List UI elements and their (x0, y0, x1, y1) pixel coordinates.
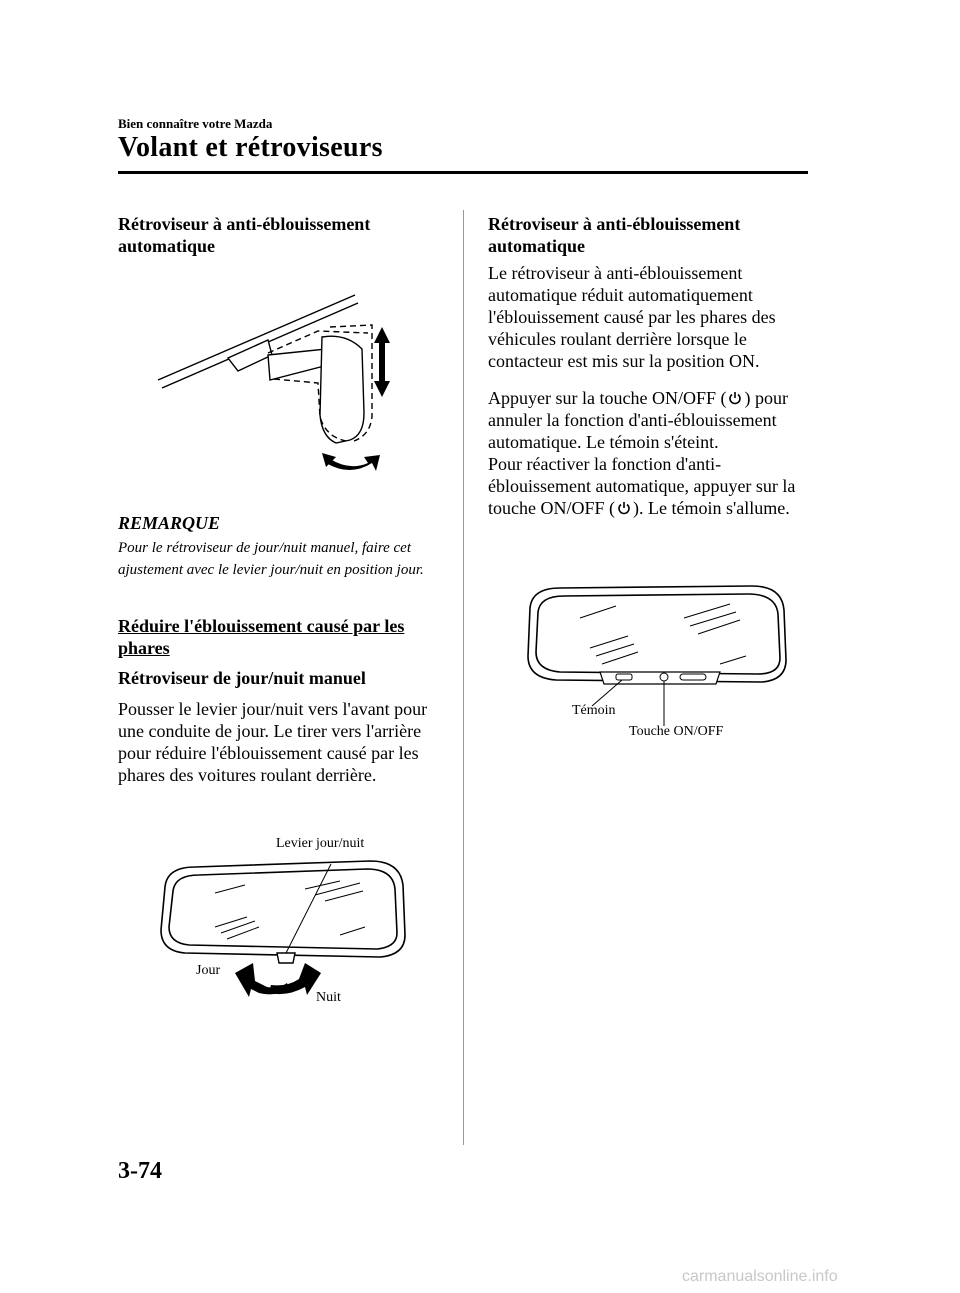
day-night-arrows (235, 963, 321, 997)
sensor-window (680, 674, 706, 680)
lever-label: Levier jour/nuit (276, 836, 365, 851)
on-off-instruction-2 (488, 453, 806, 519)
tilt-adjust-arrow (322, 453, 380, 471)
manual-mirror-illustration (155, 855, 410, 1005)
power-icon (617, 501, 631, 515)
instruction-2-text-end: ). Le témoin s'allume. (633, 498, 790, 518)
page-title: Volant et rétroviseurs (118, 132, 383, 163)
mirror-frame-inner (169, 869, 397, 949)
watermark: carmanualsonline.info (682, 1268, 838, 1285)
header-rule (118, 171, 808, 174)
day-night-lever (277, 953, 295, 963)
note-text: Pour le rétroviseur de jour/nuit manuel, faire cet ajustement avec le levier jour/nuit en position jour. (118, 540, 424, 578)
auto-dimming-mirror-illustration (520, 578, 800, 738)
indicator-label: Témoin (572, 703, 616, 718)
mirror-body (320, 336, 364, 443)
vertical-adjust-arrow (374, 327, 390, 397)
page-number: 3-74 (118, 1158, 162, 1184)
auto-dimming-paragraph: Le rétroviseur à anti-éblouissement automatique réduit automatiquement l'éblouissement causé par les phares des véhicules roulant derrière lorsque le contacteur est mis sur la position ON. (488, 263, 776, 371)
instruction-1-text-end: ) pour annuler la fonction d'anti-éblouissement automatique. Le témoin s'éteint. (488, 388, 788, 452)
on-off-button (660, 673, 668, 681)
manual-mirror-paragraph: Pousser le levier jour/nuit vers l'avant pour une conduite de jour. Le tirer vers l'arrière pour réduire l'éblouissement causé par les phares des voitures roulant derrière. (118, 699, 428, 785)
instruction-1-text-start: Appuyer sur la touche ON/OFF ( (488, 388, 727, 408)
section-title: Réduire l'éblouissement causé par les phares (118, 616, 405, 658)
mirror-glass-reflection (580, 604, 746, 664)
on-off-instruction-1 (488, 387, 806, 453)
breadcrumb: Bien connaître votre Mazda (118, 116, 273, 131)
column-divider (463, 210, 464, 1145)
note-title: REMARQUE (118, 513, 221, 533)
night-label: Nuit (316, 990, 341, 1005)
mirror-frame-outer (528, 586, 786, 682)
indicator-light (616, 674, 632, 680)
power-icon (728, 391, 742, 405)
mirror-frame-inner (536, 594, 780, 674)
mirror-glass-reflection (215, 881, 365, 939)
heading-auto-dimming-right: Rétroviseur à anti-éblouissement automatique (488, 214, 741, 256)
rearview-mirror-adjust-illustration (150, 285, 390, 485)
mirror-arm (268, 349, 328, 380)
instruction-2-text-start: Pour réactiver la fonction d'anti-éblouissement automatique, appuyer sur la touche ON/OFF ( (488, 454, 796, 518)
heading-auto-dimming: Rétroviseur à anti-éblouissement automatique (118, 214, 371, 256)
mirror-mount (228, 340, 272, 371)
lever-leader-line (285, 864, 331, 955)
subheading-manual-mirror: Rétroviseur de jour/nuit manuel (118, 668, 366, 688)
day-label: Jour (196, 963, 221, 978)
on-off-button-label: Touche ON/OFF (629, 724, 724, 739)
